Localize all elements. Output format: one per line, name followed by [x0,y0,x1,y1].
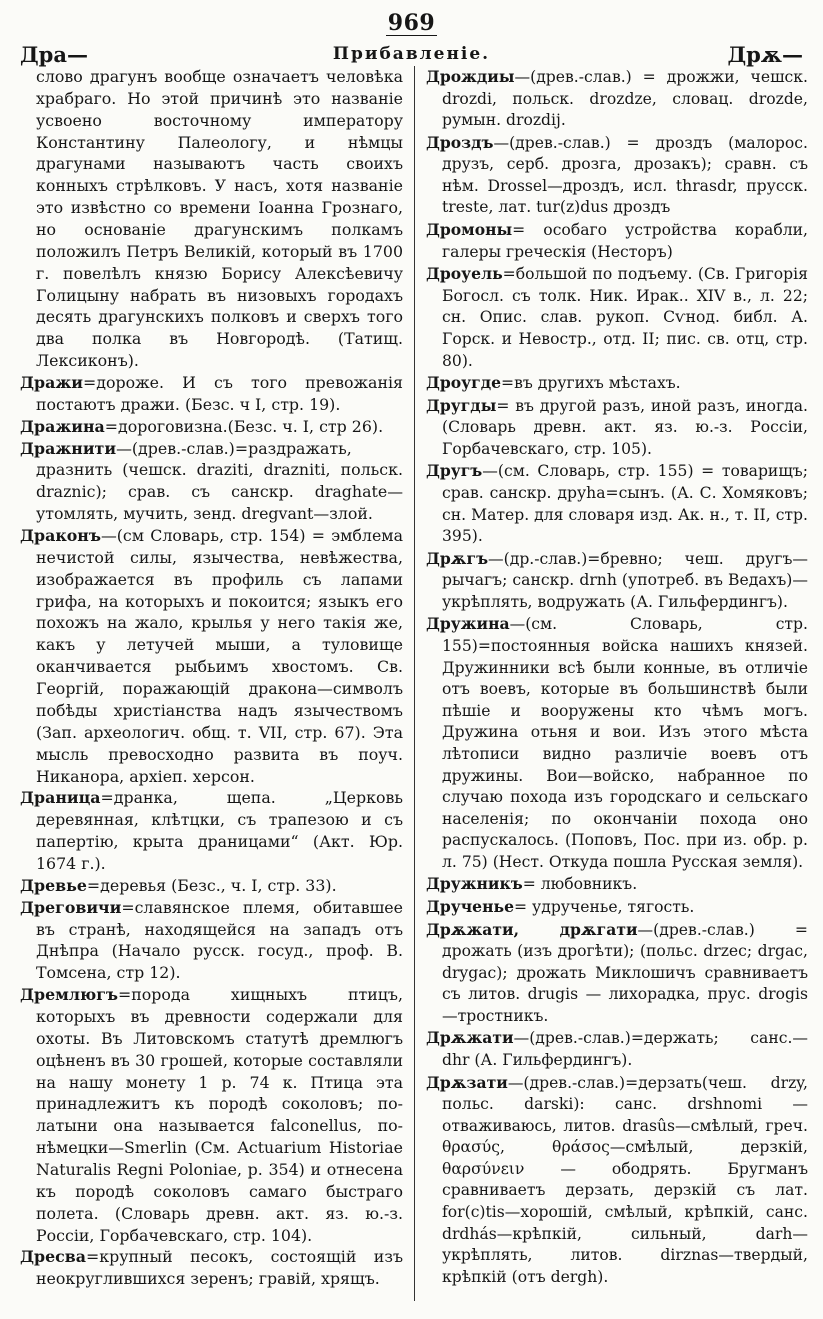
entry-headword: Древье [20,875,87,895]
entry-definition: =дороже. И съ того превожанія постаютъ дражи. (Безс. ч I, стр. 19). [36,373,403,414]
dictionary-entry [426,896,808,919]
dictionary-entry [426,66,808,132]
entry-definition: —(древ.-слав.)=раздражать, дразнить (чешск. draziti, drazniti, польск. draznic); срав. съ санскр. draghate—утомлять, мучить, зенд. dregvant—злой. [36,438,403,524]
entry-definition: —(см. Словарь, стр. 155)=постоянныя войска нашихъ князей. Дружинники всѣ были конные, въ отличіе отъ воевъ, которые въ большинствѣ были пѣшіе и вооружены кто чѣмъ могъ. Дружина отьня и вои. Изъ этого мѣста лѣтописи видно различіе воевъ отъ дружины. Вои—войско, набранное по случаю похода изъ городскаго и сельскаго населенія; по окончаніи похода оно распускалось. (Поповъ, Пос. при из. обр. р. л. 75) (Нест. Откуда пошла Русская земля). [442,615,808,871]
dictionary-entry [426,263,808,372]
dictionary-entry [426,219,808,263]
dictionary-entry [20,787,403,874]
right-guide-word: Дрѫ— [727,42,803,67]
entry-definition: =славянское племя, обитавшее въ странѣ, находящейся на западъ отъ Днѣпра (Начало русск. госуд., проф. В. Томсена, стр 12). [36,897,403,983]
entry-headword: Дрѫжати [426,1028,514,1048]
entry-definition: =деревья (Безс., ч. I, стр. 33). [86,875,337,895]
entry-headword: Драница [20,788,101,808]
entry-headword: Дрождиы [426,67,515,86]
column-divider [414,66,415,1301]
entry-headword: Дражи [20,373,83,393]
entry-headword: Дрѫзати [426,1072,508,1092]
dictionary-entry [20,984,403,1246]
entry-definition: —(древ.-слав.) = дрожать (изъ дрогѣти); (польс. drzec; drgac, drygac); дрожать Миклошичъ сравниваетъ съ литов. drugis — лихорадка, прус. drogis—тростникъ. [442,920,808,1025]
entry-headword: Дрѫгъ [426,548,489,568]
dictionary-entry [20,372,403,416]
entry-headword: Дружникъ [426,874,523,894]
entry-definition: =въ другихъ мѣстахъ. [501,374,681,393]
entry-definition: =дранка, щепа. „Церковь деревянная, клѣтцки, съ трапезою и съ папертію, крыта драницами“ (Акт. Юр. 1674 г.). [36,788,403,873]
dictionary-entry [426,1027,808,1071]
dictionary-entry [426,548,808,614]
entry-headword: Дрѫжати, дрѫгати [426,919,638,939]
entry-headword: Дроздъ [426,132,494,152]
entry-headword: Друченье [426,896,515,916]
entry-definition: = удрученье, тягость. [514,897,695,916]
entry-headword: Дремлюгъ [20,985,118,1005]
dictionary-entry [20,525,403,787]
left-column [20,66,403,1290]
entry-definition: —(древ.-слав.)=дерзать(чеш. drzy, польс. darski): санс. drshnomi — отваживаюсь, литов. drasûs—смѣлый, греч. θρασύς, θράσος—смѣлый, дерзкій, θαρσύνειν — ободрять. Бругманъ сравниваетъ дерзать, дерзкій съ лат. for(c)tis—хорошій, смѣлый, крѣпкій, санс. drdhás—крѣпкій, сильный, darh—укрѣплять, литов. dirznas—твердый, крѣпкій (отъ dergh). [442,1073,808,1286]
entry-headword: Дроугде [426,373,502,393]
dictionary-entry [426,919,808,1028]
entry-definition: = въ другой разъ, иной разъ, иногда. (Словарь древн. акт. яз. ю.-з. Россіи, Горбачевскаго, стр. 105). [442,396,808,458]
entry-definition: слово драгунъ вообще означаетъ человѣка храбраго. Но этой причинѣ это названіе усвоено восточному императору Константину Палеологу, и нѣмцы драгунами называютъ часть своихъ конныхъ стрѣлковъ. У насъ, хотя названіе это извѣстно со времени Іоанна Грознаго, но основаніе драгунскимъ полкамъ положилъ Петръ Великій, который въ 1700 г. повелѣлъ князю Борису Алексѣевичу Голицыну набрать въ низовыхъ городахъ десять драгунскихъ полковъ и сверхъ того два полка въ Новгородѣ. (Татищ. Лексиконъ). [36,67,403,371]
dictionary-entry [20,897,403,984]
entry-definition: —(др.-слав.)=бревно; чеш. другъ—рычагъ; санскр. drnh (употреб. въ Ведахъ)—укрѣплять, водружать (А. Гильфердингъ). [442,549,808,611]
dictionary-entry [20,1246,403,1290]
page-number: 969 [387,10,436,36]
dictionary-entry [426,1072,808,1289]
entry-definition: =крупный песокъ, состоящій изъ неокруглившихся зеренъ; гравій, хрящъ. [36,1247,403,1289]
entry-headword: Другды [426,395,497,415]
entry-definition: =большой по подъему. (Св. Григорія Богосл. съ толк. Ник. Ирак.. XIV в., л. 22; сн. Опис. слав. рукоп. Сѵнод. библ. А. Горск. и Невостр., отд. II; пис. св. отц, стр. 80). [442,265,808,370]
entry-definition: =порода хищныхъ птицъ, которыхъ въ древности содержали для охоты. Въ Литовскомъ статутѣ дремлюгъ оцѣненъ въ 30 грошей, которые составляли на нашу монету 1 р. 74 к. Птица эта принадлежитъ къ породѣ соколовъ; по-латыни она называется falconellus, по-нѣмецки—Smerlin (См. Actuarium Historiae Naturalis Regni Poloniae, р. 354) и отнесена къ породѣ соколовъ самаго быстраго полета. (Словарь древн. акт. яз. ю.-з. Россіи, Горбачевскаго, стр. 104). [36,985,403,1245]
entry-headword: Дроуель [426,264,503,284]
dictionary-entry [426,613,808,873]
left-guide-word: Дра— [20,42,88,67]
entry-headword: Дружина [426,614,510,634]
dictionary-entry [426,132,808,219]
dictionary-entry [426,873,808,896]
running-title: Прибавленіе. [332,44,491,64]
dictionary-entry [426,395,808,461]
entry-headword: Дреговичи [20,897,122,917]
entry-headword: Дресва [20,1247,86,1267]
entry-definition: = особаго устройства корабли, галеры греческія (Несторъ) [442,221,808,261]
entry-headword: Дражина [20,416,105,436]
entry-headword: Дромоны [426,220,513,240]
entry-definition: —(см. Словарь, стр. 155) = товарищъ; срав. санскр. друha=сынъ. (А. С. Хомяковъ; сн. Матер. для словаря изд. Ак. н., т. II, стр. 395). [442,462,808,546]
entry-definition: =дороговизна.(Безс. ч. I, стр 26). [104,416,384,436]
dictionary-entry [20,416,403,438]
entry-headword: Драконъ [20,526,101,546]
entry-definition: —(древ.-слав.)=держать; санс.—dhr (А. Гильфердингъ). [442,1029,808,1070]
entry-definition: = любовникъ. [522,875,638,894]
dictionary-entry [20,875,403,897]
entry-headword: Дражнити [20,438,117,458]
dictionary-entry [426,460,808,547]
entry-definition: —(древ.-слав.) = дроздъ (малорос. друзъ, серб. дрозга, дрозакъ); сравн. съ нѣм. Drossel—дроздъ, исл. thrasdr, прусск. treste, лат. tur(z)dus дроздъ [442,133,808,217]
running-header [20,42,803,68]
right-column [426,66,808,1288]
entry-definition: —(древ.-слав.) = дрожжи, чешск. drozdi, польск. drozdze, словац. drozde, румын. drozdij. [442,68,808,130]
entry-headword: Другъ [426,461,483,481]
dictionary-entry [20,66,403,372]
dictionary-entry [20,438,403,525]
entry-definition: —(см Словарь, стр. 154) = эмблема нечистой силы, язычества, невѣжества, изображается въ профиль съ лапами грифа, на которыхъ и покоится; языкъ его похожъ на жало, крылья у него такія же, какъ у летучей мыши, а туловище оканчивается рыбьимъ хвостомъ. Св. Георгій, поражающій дракона—символъ побѣды христіанства надъ язычествомъ (Зап. археологич. общ. т. VII, стр. 67). Эта мысль превосходно развита въ поуч. Никанора, архіеп. херсон. [36,526,403,786]
dictionary-entry [426,372,808,395]
